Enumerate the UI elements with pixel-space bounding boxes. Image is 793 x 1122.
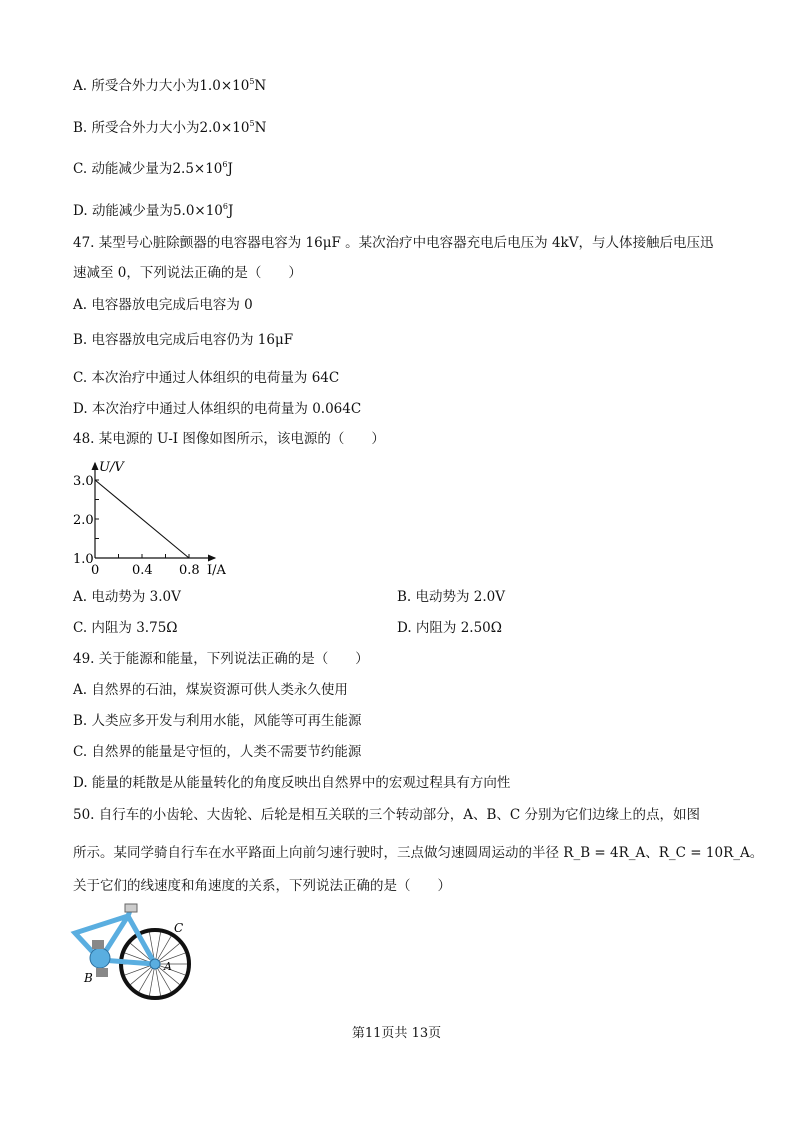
label-a: A xyxy=(164,960,172,973)
series-line xyxy=(95,480,189,558)
bike-frame xyxy=(75,905,155,964)
seat xyxy=(125,904,137,912)
q50-stem-1: 50. 自行车的小齿轮、大齿轮、后轮是相互关联的三个转动部分，A、B、C 分别为它们边缘上的点，如图 xyxy=(73,807,701,823)
q46-option-b: B. 所受合外力大小为$2.0\times 10^5N$ xyxy=(73,119,267,136)
q46-option-d: D. 动能减少量为$5.0\times 10^6J$ xyxy=(73,202,234,219)
q48-option-c: C. 内阻为 3.75Ω xyxy=(73,620,178,636)
x-tick-label: 0.4 xyxy=(132,563,153,578)
label-c: C xyxy=(174,921,184,935)
bicycle-figure xyxy=(70,900,200,1010)
ui-graph xyxy=(70,455,240,580)
x-tick-label: 0.8 xyxy=(179,563,200,578)
q50-stem-3: 关于它们的线速度和角速度的关系，下列说法正确的是（ ） xyxy=(73,878,451,894)
label-b: B xyxy=(84,971,93,985)
q49-option-c: C. 自然界的能量是守恒的，人类不需要节约能源 xyxy=(73,744,362,760)
q47-option-d: D. 本次治疗中通过人体组织的电荷量为 0.064C xyxy=(73,401,362,417)
y-tick-label: 1.0 xyxy=(73,552,94,567)
chainring xyxy=(90,948,110,968)
q48-option-d: D. 内阻为 2.50Ω xyxy=(397,620,502,636)
y-tick-label: 2.0 xyxy=(73,513,94,528)
q47-stem-1: 47. 某型号心脏除颤器的电容器电容为 16μF 。某次治疗中电容器充电后电压为 4kV，与人体接触后电压迅 xyxy=(73,235,714,251)
pedal xyxy=(96,968,108,977)
x-tick-label: 0 xyxy=(91,563,100,578)
y-axis-label: U/V xyxy=(99,460,124,475)
page-footer: 第11页共 13页 xyxy=(351,1026,442,1041)
q47-option-a: A. 电容器放电完成后电容为 0 xyxy=(73,297,253,313)
q48-option-b: B. 电动势为 2.0V xyxy=(397,589,506,605)
q49-stem: 49. 关于能源和能量，下列说法正确的是（ ） xyxy=(73,651,369,667)
q48-option-a: A. 电动势为 3.0V xyxy=(73,589,181,605)
q50-stem-2: 所示。某同学骑自行车在水平路面上向前匀速行驶时，三点做匀速圆周运动的半径 R_B = 4R_A、R_C = 10R_A。 xyxy=(73,845,764,861)
q47-option-c: C. 本次治疗中通过人体组织的电荷量为 64C xyxy=(73,370,340,386)
q46-option-c: C. 动能减少量为$2.5\times 10^6J$ xyxy=(73,160,233,177)
pedal xyxy=(92,940,104,949)
q49-option-b: B. 人类应多开发与利用水能，风能等可再生能源 xyxy=(73,713,362,729)
q49-option-a: A. 自然界的石油，煤炭资源可供人类永久使用 xyxy=(73,682,348,698)
q47-stem-2: 速减至 0，下列说法正确的是（ ） xyxy=(73,265,302,281)
q47-option-b: B. 电容器放电完成后电容仍为 16μF xyxy=(73,332,294,348)
q48-stem: 48. 某电源的 U-I 图像如图所示，该电源的（ ） xyxy=(73,431,385,447)
y-tick-label: 3.0 xyxy=(73,474,94,489)
x-axis-label: I/A xyxy=(207,563,226,578)
sprocket xyxy=(150,959,160,969)
q49-option-d: D. 能量的耗散是从能量转化的角度反映出自然界中的宏观过程具有方向性 xyxy=(73,775,511,791)
q46-option-a: A. 所受合外力大小为$1.0\times 10^5N$ xyxy=(73,77,267,94)
